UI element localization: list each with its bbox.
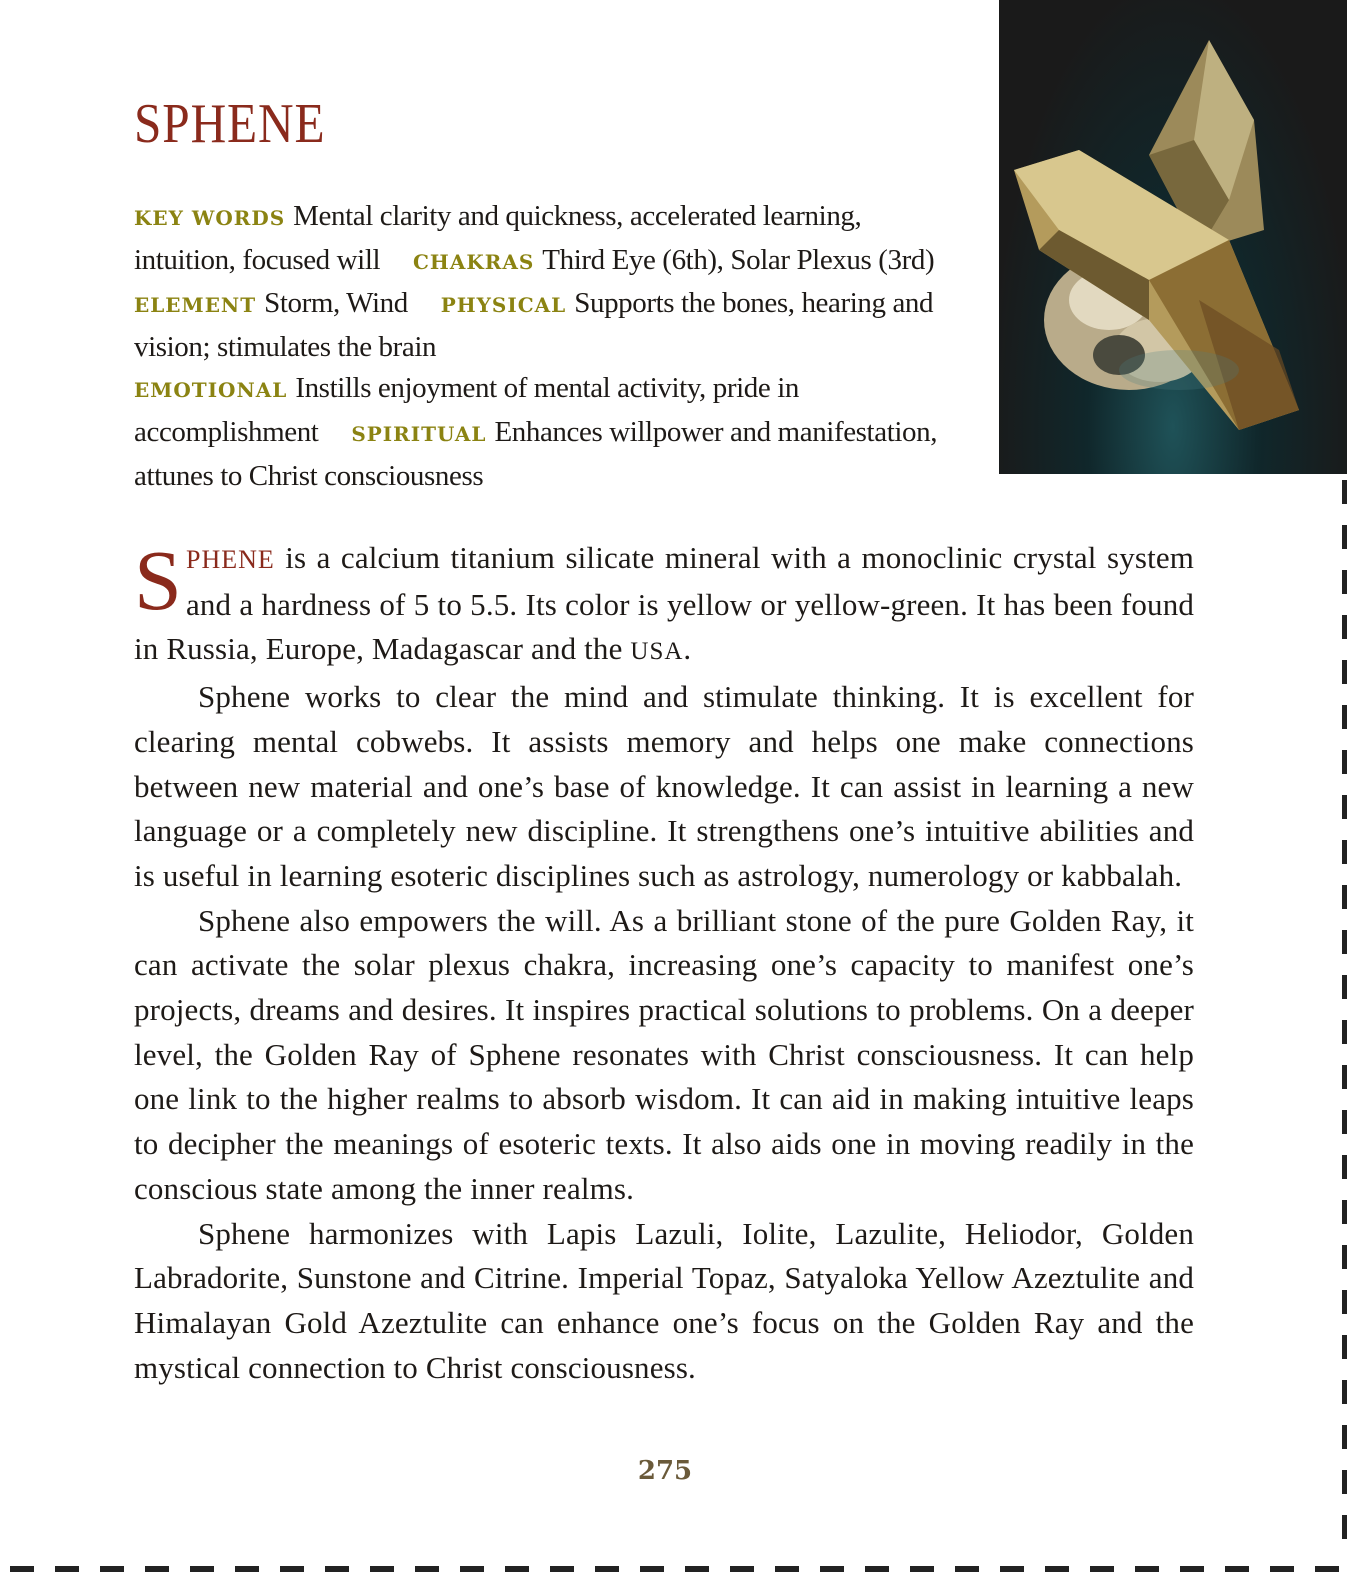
element-value: Storm, Wind xyxy=(264,287,408,320)
edge-dash xyxy=(280,1566,304,1572)
edge-dash xyxy=(1342,750,1347,774)
keywords-label: KEY WORDS xyxy=(134,206,286,230)
edge-dash xyxy=(1270,1566,1294,1572)
lead-in: PHENE xyxy=(185,545,275,574)
emotional-value: Instills enjoyment of mental activity, pride in accomplishment xyxy=(134,372,799,448)
edge-dash xyxy=(1342,975,1347,999)
edge-dash xyxy=(1342,1380,1347,1404)
edge-dash xyxy=(1315,1566,1339,1572)
sphene-crystal-photo xyxy=(999,0,1347,474)
edge-dash xyxy=(1342,1290,1347,1314)
keywords-value: Mental clarity and quickness, accelerated learning, intuition, focused will xyxy=(134,200,862,276)
edge-dash xyxy=(1342,1425,1347,1449)
page-title: SPHENE xyxy=(134,93,326,155)
edge-dash xyxy=(1342,885,1347,909)
page-number: 275 xyxy=(637,1456,693,1486)
edge-dash xyxy=(1342,795,1347,819)
edge-dash xyxy=(955,1566,979,1572)
edge-dash xyxy=(1180,1566,1204,1572)
emotional-label: EMOTIONAL xyxy=(134,378,288,403)
paragraph: Sphene also empowers the will. As a brilliant stone of the pure Golden Ray, it can activate the solar plexus chakra, increasing one’s capacity to manifest one’s projects, dreams and desires. It inspires practical solutions to problems. On a deeper level, the Golden Ray of Sphene resonates with Christ consciousness. It can help one link to the higher realms to absorb wisdom. It can aid in making intuitive leaps to decipher the meanings of esoteric texts. It also aids one in moving readily in the conscious state among the inner realms. xyxy=(134,902,1194,1206)
edge-dash xyxy=(1342,1200,1347,1224)
edge-dash xyxy=(775,1566,799,1572)
edge-dash xyxy=(550,1566,574,1572)
edge-dash xyxy=(730,1566,754,1572)
edge-dash xyxy=(505,1566,529,1572)
paragraph: Sphene harmonizes with Lapis Lazuli, Iolite, Lazulite, Heliodor, Golden Labradorite, Sunstone and Citrine. Imperial Topaz, Satyaloka Yellow Azeztulite and Himalayan Gold Azeztulite can enhance one’s focus on the Golden Ray and the mystical connection to Christ consciousness. xyxy=(134,1215,1194,1385)
usa-abbrev: USA xyxy=(630,638,684,666)
edge-dash xyxy=(1342,615,1347,639)
edge-dash xyxy=(1000,1566,1024,1572)
edge-dash xyxy=(1342,840,1347,864)
spiritual-value: Enhances willpower and manifestation, attunes to Christ consciousness xyxy=(134,415,938,492)
edge-dash xyxy=(595,1566,619,1572)
edge-dash xyxy=(1342,480,1347,504)
chakras-label: CHAKRAS xyxy=(413,249,535,274)
edge-dash xyxy=(1342,1110,1347,1134)
edge-dash xyxy=(100,1566,124,1572)
edge-dash xyxy=(1342,1470,1347,1494)
edge-dash xyxy=(1342,1515,1347,1539)
edge-dash xyxy=(1135,1566,1159,1572)
edge-dash xyxy=(820,1566,844,1572)
spiritual-label: SPIRITUAL xyxy=(351,421,487,446)
edge-dash xyxy=(190,1566,214,1572)
edge-dash xyxy=(1342,930,1347,954)
edge-dash xyxy=(10,1566,34,1572)
element-label: ELEMENT xyxy=(134,293,257,318)
physical-value: Supports the bones, hearing and vision; stimulates the brain xyxy=(134,287,934,363)
edge-dash xyxy=(1342,660,1347,684)
edge-dash xyxy=(460,1566,484,1572)
edge-dash xyxy=(415,1566,439,1572)
edge-dash xyxy=(910,1566,934,1572)
paragraph-text: is a calcium titanium silicate mineral with a monoclinic crystal system and a hardness of 5 to 5.5. Its color is yellow or yellow-green. It has been found in Russia, Europe, Madagascar and the xyxy=(134,540,1194,667)
crop-marks-right xyxy=(1341,480,1347,1572)
edge-dash xyxy=(1342,1335,1347,1359)
edge-dash xyxy=(1342,1155,1347,1179)
edge-dash xyxy=(1342,525,1347,549)
edge-dash xyxy=(685,1566,709,1572)
properties-block xyxy=(134,196,964,497)
edge-dash xyxy=(1342,570,1347,594)
edge-dash xyxy=(1090,1566,1114,1572)
edge-dash xyxy=(55,1566,79,1572)
drop-cap: S xyxy=(134,532,182,628)
edge-dash xyxy=(370,1566,394,1572)
paragraph: Sphene works to clear the mind and stimulate thinking. It is excellent for clearing mental cobwebs. It assists memory and helps one make connections between new material and one’s base of knowledge. It can assist in learning a new language or a completely new discipline. It strengthens one’s intuitive abilities and is useful in learning esoteric disciplines such as astrology, numerology or kabbalah. xyxy=(134,679,1194,893)
body-text xyxy=(134,532,1194,1390)
edge-dash xyxy=(1342,1065,1347,1089)
edge-dash xyxy=(1342,1020,1347,1044)
edge-dash xyxy=(1342,705,1347,729)
edge-dash xyxy=(325,1566,349,1572)
paragraph xyxy=(134,532,1194,675)
chakras-value: Third Eye (6th), Solar Plexus (3rd) xyxy=(542,243,935,276)
edge-dash xyxy=(1342,1245,1347,1269)
edge-dash xyxy=(145,1566,169,1572)
edge-dash xyxy=(235,1566,259,1572)
edge-dash xyxy=(865,1566,889,1572)
edge-dash xyxy=(1045,1566,1069,1572)
paragraph-end: . xyxy=(683,631,692,667)
edge-dash xyxy=(1225,1566,1249,1572)
physical-label: PHYSICAL xyxy=(440,293,567,318)
edge-dash xyxy=(640,1566,664,1572)
crop-marks-bottom xyxy=(0,1564,1347,1572)
